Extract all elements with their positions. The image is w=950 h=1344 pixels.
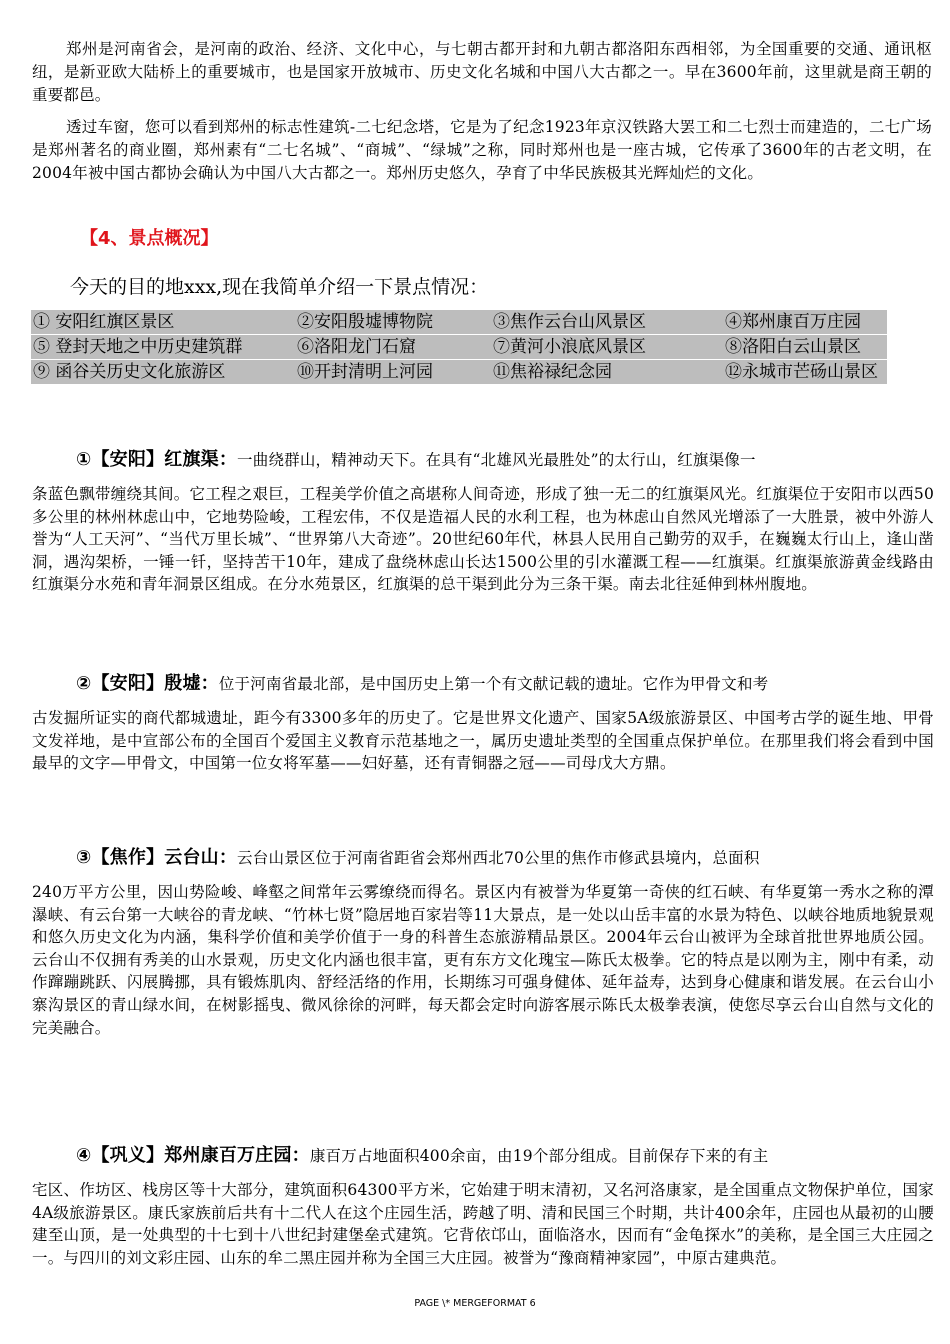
intro-paragraph-erqi-tower: 透过车窗，您可以看到郑州的标志性建筑-二七纪念塔，它是为了纪念1923年京汉铁路大罢工和二七烈士而建造的，二七广场是郑州著名的商业圈，郑州素有“二七名城”、“商城”、“绿城”之称，同时郑州也是一座古城，它传承了3600年的古老文明，在2004年被中国古都协会确认为中国八大古都之一。郑州历史悠久，孕育了中华民族极其光辉灿烂的文化。 bbox=[32, 118, 932, 182]
intro-paragraph-zhengzhou: 郑州是河南省会，是河南的政治、经济、文化中心，与七朝古都开封和九朝古都洛阳东西相邻，为全国重要的交通、通讯枢纽，是新亚欧大陆桥上的重要城市，也是国家开放城市、历史文化名城和中国八大古都之一。早在3600年前，这里就是商王朝的重要都邑。 bbox=[32, 40, 932, 104]
table-cell: ⑫永城市芒砀山景区 bbox=[723, 360, 887, 385]
table-row bbox=[31, 335, 887, 360]
table-cell: ②安阳殷墟博物院 bbox=[295, 310, 491, 335]
scenic-spots-table bbox=[31, 310, 887, 385]
section-lead-text: 云台山景区位于河南省距省会郑州西北70公里的焦作市修武县境内，总面积 bbox=[237, 849, 760, 867]
page-footer: PAGE \* MERGEFORMAT 6 bbox=[414, 1298, 536, 1309]
table-cell: ⑧洛阳白云山景区 bbox=[723, 335, 887, 360]
section-body: 240万平方公里，因山势险峻、峰壑之间常年云雾缭绕而得名。景区内有被誉为华夏第一奇侠的红石峡、有华夏第一秀水之称的潭瀑峡、有云台第一大峡谷的青龙峡、“竹林七贤”隐居地百家岩等11大景点，是一处以山岳丰富的水景为特色、以峡谷地质地貌景观和悠久历史文化为内涵，集科学价值和美学价值于一身的科普生态旅游精品景区。2004年云台山被评为全球首批世界地质公园。云台山不仅拥有秀美的山水景观，历史文化内涵也很丰富，更有东方文化瑰宝—陈氏太极拳。它的特点是以刚为主，刚中有柔，动作蹿蹦跳跃、闪展腾挪，具有锻炼肌肉、舒经活络的作用，长期练习可强身健体、延年益寿，达到身心健康和谐发展。在云台山小寨沟景区的青山绿水间，在树影摇曳、微风徐徐的河畔，每天都会定时向游客展示陈氏太极拳表演，使您尽享云台山自然与文化的完美融合。 bbox=[32, 883, 934, 1037]
spots-intro-line: 今天的目的地xxx,现在我简单介绍一下景点情况： bbox=[70, 276, 489, 298]
section-label: ③【焦作】云台山： bbox=[76, 847, 238, 868]
table-row bbox=[31, 310, 887, 335]
section-lead-line bbox=[32, 671, 934, 697]
section-label: ②【安阳】殷墟： bbox=[76, 673, 219, 694]
section-lead-line bbox=[32, 447, 934, 473]
table-cell: ③焦作云台山风景区 bbox=[491, 310, 723, 335]
table-cell: ⑦黄河小浪底风景区 bbox=[491, 335, 723, 360]
table-cell: ⑨ 函谷关历史文化旅游区 bbox=[31, 360, 295, 385]
spot-section-kangbaiwan bbox=[32, 1143, 934, 1269]
spot-section-hongqiqu bbox=[32, 447, 934, 596]
table-cell: ⑪焦裕禄纪念园 bbox=[491, 360, 723, 385]
table-cell: ① 安阳红旗区景区 bbox=[31, 310, 295, 335]
table-cell: ⑥洛阳龙门石窟 bbox=[295, 335, 491, 360]
table-cell: ⑩开封清明上河园 bbox=[295, 360, 491, 385]
table-cell: ④郑州康百万庄园 bbox=[723, 310, 887, 335]
table-cell: ⑤ 登封天地之中历史建筑群 bbox=[31, 335, 295, 360]
section-lead-line bbox=[32, 1143, 934, 1169]
spot-section-yinxu bbox=[32, 671, 934, 775]
section-body: 条蓝色飘带缠绕其间。它工程之艰巨，工程美学价值之高堪称人间奇迹，形成了独一无二的红旗渠风光。红旗渠位于安阳市以西50多公里的林州林虑山中，它地势险峻，工程宏伟，不仅是造福人民的水利工程，也为林虑山自然风光增添了一大胜景，被中外游人誉为“人工天河”、“当代万里长城”、“世界第八大奇迹”。20世纪60年代，林县人民用自己勤劳的双手，在巍巍太行山上，逢山凿洞，遇沟架桥，一锤一钎，坚持苦干10年，建成了盘绕林虑山长达1500公里的引水灌溉工程——红旗渠。红旗渠旅游黄金线路由红旗渠分水苑和青年洞景区组成。在分水苑景区，红旗渠的总干渠到此分为三条干渠。南去北往延伸到林州腹地。 bbox=[32, 485, 934, 594]
section-label: ④【巩义】郑州康百万庄园： bbox=[76, 1145, 310, 1166]
section-heading: 【4、景点概况】 bbox=[80, 228, 219, 249]
section-lead-text: 位于河南省最北部，是中国历史上第一个有文献记载的遗址。它作为甲骨文和考 bbox=[218, 675, 769, 693]
table-row bbox=[31, 360, 887, 385]
section-body: 宅区、作坊区、栈房区等十大部分，建筑面积64300平方米，它始建于明末清初，又名河洛康家，是全国重点文物保护单位，国家4A级旅游景区。康氏家族前后共有十二代人在这个庄园生活，跨越了明、清和民国三个时期，共计400余年，庄园也从最初的山腰建至山顶，是一处典型的十七到十八世纪封建堡垒式建筑。它背依邙山，面临洛水，因而有“金龟探水”的美称，是全国三大庄园之一。与四川的刘文彩庄园、山东的牟二黑庄园并称为全国三大庄园。被誉为“豫商精神家园”，中原古建典范。 bbox=[32, 1181, 934, 1267]
section-lead-text: 一曲绕群山，精神动天下。在具有“北雄风光最胜处”的太行山，红旗渠像一 bbox=[237, 451, 756, 469]
section-label: ①【安阳】红旗渠： bbox=[76, 449, 238, 470]
section-lead-line bbox=[32, 845, 934, 871]
section-lead-text: 康百万占地面积400余亩，由19个部分组成。目前保存下来的有主 bbox=[309, 1147, 769, 1165]
section-body: 古发掘所证实的商代都城遗址，距今有3300多年的历史了。它是世界文化遗产、国家5A级旅游景区、中国考古学的诞生地、甲骨文发祥地，是中宣部公布的全国百个爱国主义教育示范基地之一，属历史遗址类型的全国重点保护单位。在那里我们将会看到中国最早的文字—甲骨文，中国第一位女将军墓——妇好墓，还有青铜器之冠——司母戊大方鼎。 bbox=[32, 709, 934, 773]
spot-section-yuntaishan bbox=[32, 845, 934, 1039]
